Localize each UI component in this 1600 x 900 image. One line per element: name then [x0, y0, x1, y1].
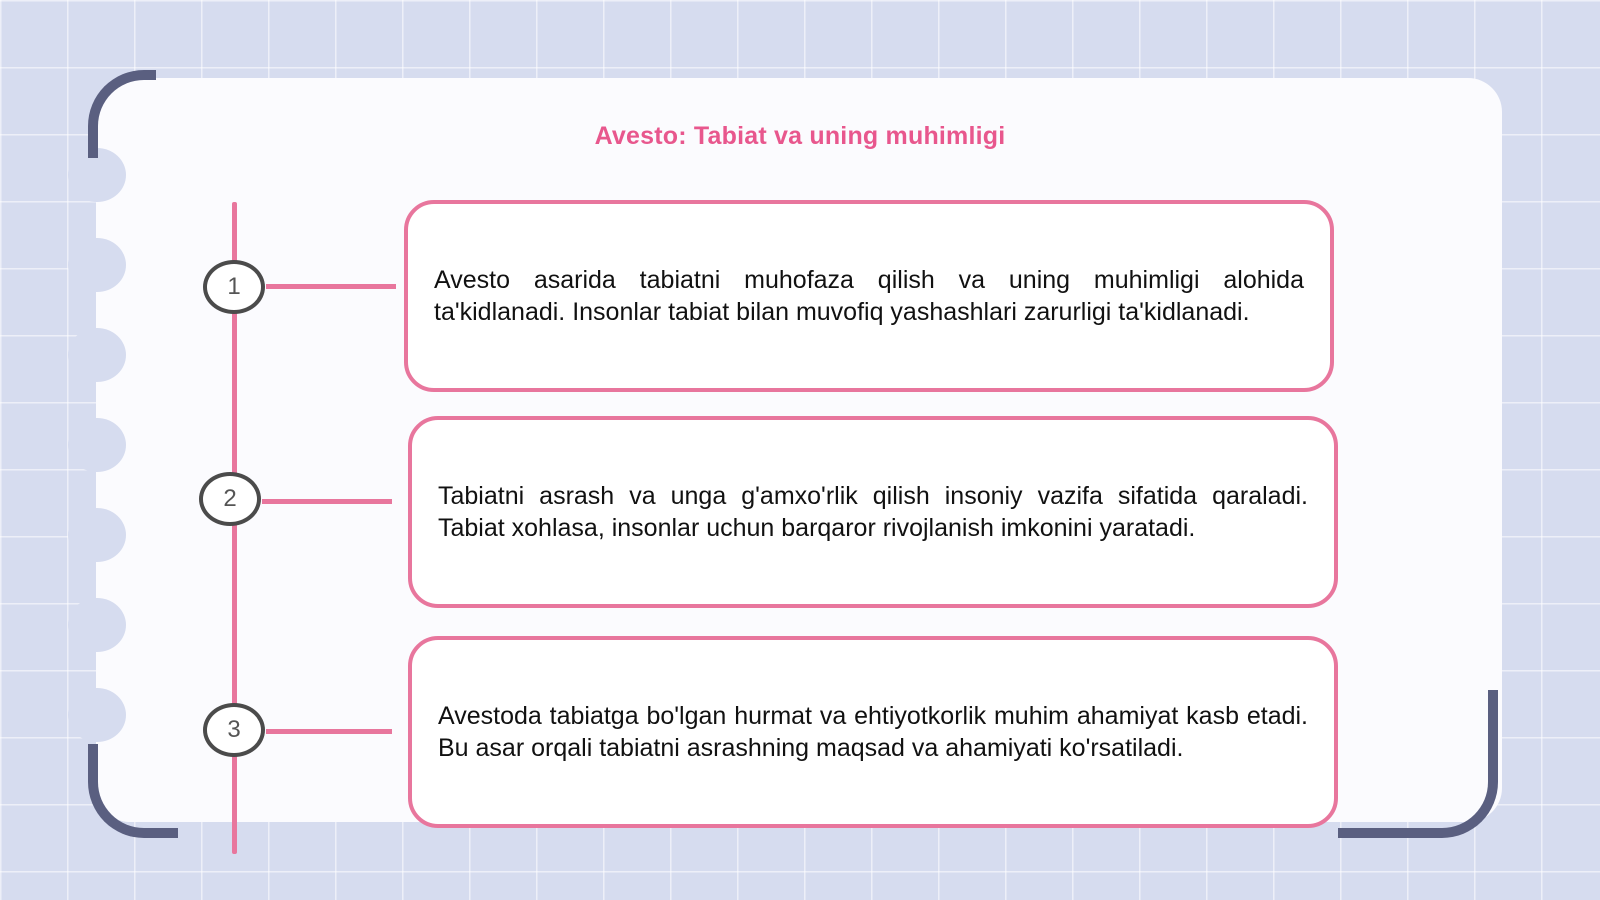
step-box-2 [408, 416, 1338, 608]
corner-bracket-bottom-right [1338, 690, 1498, 838]
notebook-hole [68, 508, 126, 562]
step-text-1: Avesto asarida tabiatni muhofaza qilish va uning muhimligi alohida ta'kidlanadi. Insonlar tabiat bilan muvofiq yashashlari zarurligi ta'kidlanadi. [434, 266, 1304, 326]
slide-title: Avesto: Tabiat va uning muhimligi [594, 122, 1006, 150]
step-number-3: 3 [203, 703, 265, 757]
step-text-3: Avestoda tabiatga bo'lgan hurmat va ehtiyotkorlik muhim ahamiyat kasb etadi. Bu asar orqali tabiatni asrashning maqsad va ahamiyati ko'rsatiladi. [438, 702, 1308, 762]
step-box-3 [408, 636, 1338, 828]
step-number-2: 2 [199, 472, 261, 526]
timeline-connector [262, 499, 392, 504]
notebook-hole [68, 238, 126, 292]
step-number-1: 1 [203, 260, 265, 314]
step-text-2: Tabiatni asrash va unga g'amxo'rlik qilish insoniy vazifa sifatida qaraladi. Tabiat xohlasa, insonlar uchun barqaror rivojlanish imkonini yaratadi. [438, 482, 1308, 542]
notebook-hole [68, 598, 126, 652]
corner-bracket-bottom-left [88, 744, 178, 838]
timeline-connector [266, 729, 392, 734]
step-box-1 [404, 200, 1334, 392]
timeline-connector [266, 284, 396, 289]
notebook-hole [68, 328, 126, 382]
notebook-hole [68, 688, 126, 742]
notebook-hole [68, 418, 126, 472]
